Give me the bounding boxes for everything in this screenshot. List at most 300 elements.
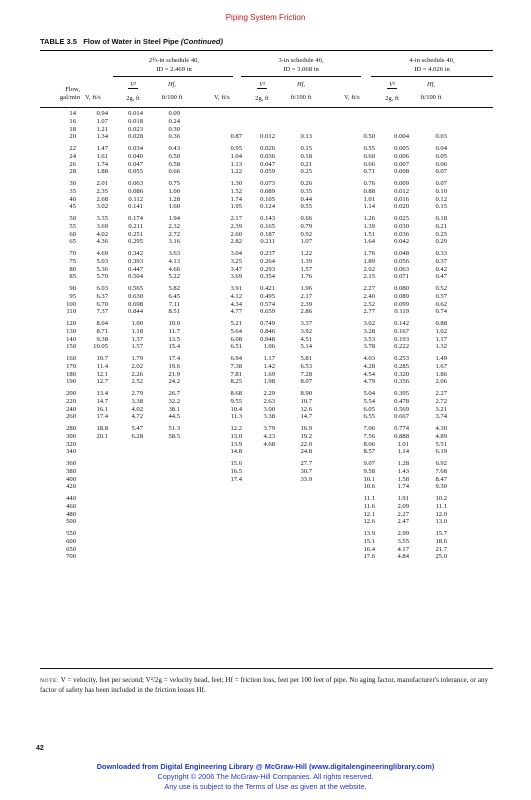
group-size: 4-in schedule 40,	[409, 57, 455, 64]
value-cell: 0.025	[394, 215, 409, 222]
value-cell: 1.94	[168, 215, 180, 222]
value-cell: 1.07	[96, 117, 108, 125]
flow-cell: 280	[66, 425, 76, 432]
value-cell: 16.4	[363, 545, 375, 553]
value-cell: 20.1	[96, 432, 108, 440]
value-cell: 1.91	[397, 495, 409, 502]
value-cell: 0.66	[363, 160, 375, 168]
value-cell: 0.52	[435, 285, 447, 292]
value-cell: 33.9	[300, 475, 312, 483]
value-cell: 4.36	[96, 238, 108, 246]
value-cell: 6.19	[435, 448, 447, 456]
value-cell: 4.69	[96, 250, 108, 257]
flow-cell: 70	[69, 250, 76, 257]
value-cell: 7.28	[300, 370, 312, 378]
value-cell: 0.251	[128, 230, 143, 238]
value-cell: 2.02	[131, 362, 143, 370]
value-cell: 0.88	[363, 187, 375, 195]
flow-cell: 170	[66, 362, 76, 370]
value-cell: 0.016	[394, 195, 409, 203]
value-cell: 0.073	[260, 180, 275, 187]
value-cell: 17.4	[96, 413, 108, 421]
value-cell: 0.13	[300, 133, 312, 141]
velocity-head-denominator: 2g, ft	[126, 95, 140, 102]
table-row	[0, 343, 531, 351]
flow-cell: 260	[66, 413, 76, 421]
value-cell: 0.74	[435, 308, 447, 316]
value-cell: 9.58	[363, 467, 375, 475]
value-cell: 4.79	[363, 378, 375, 386]
value-cell: 1.60	[168, 203, 180, 211]
value-cell: 2.02	[363, 265, 375, 273]
value-cell: 8.47	[435, 475, 447, 483]
friction-loss-unit: ft/100 ft	[161, 94, 183, 101]
flow-cell: 65	[69, 238, 76, 246]
value-cell: 2.32	[168, 222, 180, 230]
value-cell: 0.30	[168, 125, 180, 133]
value-cell: 2.52	[363, 300, 375, 308]
value-cell: 6.92	[435, 460, 447, 467]
value-cell: 3.92	[300, 327, 312, 335]
value-cell: 3.04	[230, 250, 242, 257]
value-cell: 10.7	[96, 355, 108, 362]
value-cell: 1.69	[263, 370, 275, 378]
value-cell: 1.14	[363, 203, 375, 211]
value-cell: 1.04	[230, 152, 242, 160]
flow-cell: 95	[69, 292, 76, 300]
value-cell: 15.4	[168, 343, 180, 351]
friction-loss-unit: ft/100 ft	[420, 94, 442, 101]
value-cell: 12.0	[435, 510, 447, 518]
flow-cell: 160	[66, 355, 76, 362]
value-cell: 13.9	[363, 530, 375, 537]
value-cell: 0.03	[435, 133, 447, 141]
value-cell: 1.07	[300, 238, 312, 246]
value-cell: 6.55	[363, 413, 375, 421]
value-cell: 1.17	[435, 335, 447, 343]
flow-cell: 28	[69, 168, 76, 176]
value-cell: 0.04	[435, 145, 447, 152]
value-cell: 1.89	[363, 257, 375, 265]
table-row	[0, 168, 531, 176]
value-cell: 8.51	[168, 308, 180, 316]
group-header-3in	[243, 57, 359, 74]
value-cell: 0.356	[394, 378, 409, 386]
value-cell: 0.040	[128, 152, 143, 160]
table-row	[0, 413, 531, 421]
value-cell: 3.78	[363, 343, 375, 351]
value-cell: 4.68	[263, 440, 275, 448]
value-cell: 0.112	[128, 195, 143, 203]
value-cell: 0.25	[435, 230, 447, 238]
flow-column-header	[40, 86, 80, 102]
value-cell: 2.27	[397, 510, 409, 518]
flow-cell: 55	[69, 222, 76, 230]
value-cell: 0.007	[394, 160, 409, 168]
table-name: Flow of Water in Steel Pipe	[83, 37, 179, 46]
value-cell: 0.293	[260, 265, 275, 273]
value-cell: 2.15	[363, 273, 375, 281]
value-cell: 0.264	[260, 257, 275, 265]
value-cell: 0.393	[128, 257, 143, 265]
value-cell: 44.5	[168, 413, 180, 421]
value-cell: 1.88	[96, 168, 108, 176]
flow-cell: 480	[66, 510, 76, 518]
flow-cell: 220	[66, 397, 76, 405]
value-cell: 0.342	[128, 250, 143, 257]
table-row	[0, 133, 531, 141]
value-cell: 4.72	[131, 413, 143, 421]
value-cell: 0.071	[394, 273, 409, 281]
footer-copyright: Copyright © 2006 The McGraw-Hill Companies. All rights reserved.	[157, 772, 374, 781]
flow-cell: 85	[69, 273, 76, 281]
flow-cell: 26	[69, 160, 76, 168]
value-cell: 0.948	[260, 335, 275, 343]
value-cell: 2.99	[397, 530, 409, 537]
value-cell: 0.034	[128, 145, 143, 152]
flow-cell: 60	[69, 230, 76, 238]
value-cell: 14.7	[96, 397, 108, 405]
value-cell: 0.569	[394, 405, 409, 413]
value-cell: 1.13	[230, 160, 242, 168]
value-cell: 1.49	[435, 355, 447, 362]
value-cell: 0.012	[394, 187, 409, 195]
value-cell: 0.844	[128, 308, 143, 316]
value-cell: 16.9	[300, 425, 312, 432]
value-cell: 0.089	[394, 292, 409, 300]
friction-loss-column-header	[282, 81, 320, 101]
value-cell: 12.6	[363, 518, 375, 526]
group-header-4in	[374, 57, 490, 74]
table-row	[0, 203, 531, 211]
table-row	[0, 483, 531, 491]
value-cell: 5.64	[230, 327, 242, 335]
group-size: 2½-in schedule 40,	[148, 57, 200, 64]
value-cell: 7.56	[363, 432, 375, 440]
value-cell: 5.36	[96, 265, 108, 273]
value-cell: 7.37	[96, 308, 108, 316]
table-row	[0, 378, 531, 386]
value-cell: 11.6	[363, 502, 375, 510]
header-bottom-rule	[40, 107, 493, 108]
value-cell: 0.018	[128, 117, 143, 125]
value-cell: 7.11	[168, 300, 180, 308]
group-header-2-5in	[116, 57, 232, 74]
note-label: NOTE:	[40, 678, 59, 684]
value-cell: 2.72	[168, 230, 180, 238]
value-cell: 10.05	[93, 343, 108, 351]
value-cell: 9.30	[435, 483, 447, 491]
value-cell: 0.42	[435, 265, 447, 273]
value-cell: 1.96	[300, 285, 312, 292]
value-cell: 0.048	[394, 250, 409, 257]
value-cell: 9.38	[96, 335, 108, 343]
value-cell: 0.012	[260, 133, 275, 141]
value-cell: 2.77	[363, 308, 375, 316]
value-cell: 0.25	[300, 168, 312, 176]
value-cell: 19.6	[168, 362, 180, 370]
value-cell: 17.4	[168, 355, 180, 362]
value-cell: 0.222	[394, 343, 409, 351]
value-cell: 0.58	[168, 160, 180, 168]
value-cell: 1.51	[363, 230, 375, 238]
value-cell: 0.07	[435, 168, 447, 176]
value-cell: 8.57	[363, 448, 375, 456]
value-cell: 4.51	[300, 335, 312, 343]
value-cell: 6.45	[168, 292, 180, 300]
value-cell: 13.5	[168, 335, 180, 343]
table-row	[0, 553, 531, 561]
value-cell: 1.14	[397, 448, 409, 456]
value-cell: 5.14	[300, 343, 312, 351]
value-cell: 3.38	[263, 413, 275, 421]
flow-cell: 190	[66, 378, 76, 386]
value-cell: 0.165	[260, 222, 275, 230]
value-cell: 0.421	[260, 285, 275, 292]
value-cell: 1.00	[168, 187, 180, 195]
value-cell: 1.74	[96, 160, 108, 168]
value-cell: 0.141	[128, 203, 143, 211]
value-cell: 12.7	[96, 378, 108, 386]
table-note	[40, 676, 493, 695]
value-cell: 3.69	[230, 273, 242, 281]
value-cell: 13.9	[230, 440, 242, 448]
value-cell: 0.888	[394, 432, 409, 440]
value-cell: 0.008	[394, 168, 409, 176]
value-cell: 0.099	[394, 300, 409, 308]
value-cell: 1.39	[300, 257, 312, 265]
value-cell: 2.26	[131, 370, 143, 378]
value-cell: 6.08	[230, 335, 242, 343]
value-cell: 0.95	[230, 145, 242, 152]
value-cell: 19.2	[300, 432, 312, 440]
value-cell: 0.006	[394, 152, 409, 160]
value-cell: 3.28	[363, 327, 375, 335]
flow-cell: 120	[66, 320, 76, 327]
value-cell: 0.211	[128, 222, 143, 230]
running-header: Piping System Friction	[225, 13, 306, 22]
flow-cell: 30	[69, 180, 76, 187]
value-cell: 1.57	[131, 343, 143, 351]
value-cell: 3.91	[230, 285, 242, 292]
value-cell: 15.6	[230, 460, 242, 467]
table-title	[40, 37, 223, 46]
value-cell: 0.44	[300, 195, 312, 203]
velocity-head-denominator: 2g, ft	[255, 95, 269, 102]
value-cell: 6.70	[96, 300, 108, 308]
flow-cell: 75	[69, 257, 76, 265]
flow-cell: 400	[66, 475, 76, 483]
friction-loss-label: Hf,	[427, 81, 435, 88]
velocity-head-column-header	[374, 81, 410, 102]
value-cell: 0.12	[435, 195, 447, 203]
group-rule-3in	[241, 76, 361, 77]
value-cell: 5.51	[435, 440, 447, 448]
flow-cell: 20	[69, 133, 76, 141]
value-cell: 1.86	[435, 370, 447, 378]
value-cell: 2.39	[230, 222, 242, 230]
value-cell: 3.79	[263, 425, 275, 432]
group-id: ID = 2.469 in	[156, 65, 192, 73]
value-cell: 5.54	[363, 397, 375, 405]
value-cell: 1.32	[435, 343, 447, 351]
value-cell: 0.047	[128, 160, 143, 168]
value-cell: 18.6	[435, 537, 447, 545]
value-cell: 0.495	[260, 292, 275, 300]
value-cell: 24.2	[168, 378, 180, 386]
value-cell: 27.7	[300, 460, 312, 467]
value-cell: 0.71	[363, 168, 375, 176]
value-cell: 2.35	[96, 187, 108, 195]
value-cell: 8.90	[300, 390, 312, 397]
value-cell: 1.64	[363, 238, 375, 246]
table-number: TABLE 3.5	[40, 37, 77, 46]
value-cell: 1.98	[263, 378, 275, 386]
table-row	[0, 518, 531, 526]
value-cell: 1.01	[363, 195, 375, 203]
value-cell: 1.37	[131, 335, 143, 343]
value-cell: 0.55	[363, 145, 375, 152]
value-cell: 8.07	[300, 378, 312, 386]
value-cell: 11.7	[168, 327, 180, 335]
value-cell: 0.749	[260, 320, 275, 327]
friction-loss-unit: ft/100 ft	[290, 94, 312, 101]
value-cell: 13.0	[435, 518, 447, 526]
footer-download-link[interactable]: Downloaded from Digital Engineering Library @ McGraw-Hill (www.digitalengineeringlibrary.com)	[96, 762, 435, 771]
value-cell: 2.72	[435, 397, 447, 405]
value-cell: 7.38	[230, 362, 242, 370]
flow-cell: 240	[66, 405, 76, 413]
velocity-head-numerator: V²	[130, 81, 136, 88]
flow-cell: 420	[66, 483, 76, 491]
value-cell: 15.7	[435, 530, 447, 537]
value-cell: 7.06	[363, 425, 375, 432]
flow-cell: 16	[69, 117, 76, 125]
value-cell: 15.1	[363, 537, 375, 545]
value-cell: 5.22	[168, 273, 180, 281]
value-cell: 17.6	[363, 553, 375, 561]
value-cell: 0.774	[394, 425, 409, 432]
flow-cell: 22	[69, 145, 76, 152]
value-cell: 0.030	[394, 222, 409, 230]
flow-cell: 150	[66, 343, 76, 351]
value-cell: 0.395	[394, 390, 409, 397]
value-cell: 2.52	[131, 378, 143, 386]
value-cell: 14.8	[230, 448, 242, 456]
value-cell: 2.82	[230, 238, 242, 246]
value-cell: 1.18	[131, 327, 143, 335]
value-cell: 4.02	[96, 230, 108, 238]
value-cell: 0.143	[260, 215, 275, 222]
value-cell: 1.67	[435, 362, 447, 370]
value-cell: 0.24	[168, 117, 180, 125]
value-cell: 0.05	[435, 152, 447, 160]
value-cell: 13.0	[230, 432, 242, 440]
value-cell: 10.6	[363, 483, 375, 491]
value-cell: 10.7	[300, 397, 312, 405]
flow-cell: 460	[66, 502, 76, 510]
value-cell: 12.6	[300, 405, 312, 413]
value-cell: 3.21	[435, 405, 447, 413]
value-cell: 6.28	[131, 432, 143, 440]
velocity-head-column-header	[244, 81, 280, 102]
value-cell: 4.84	[397, 553, 409, 561]
value-cell: 10.4	[230, 405, 242, 413]
value-cell: 4.17	[397, 545, 409, 553]
flow-cell: 50	[69, 215, 76, 222]
value-cell: 5.47	[131, 425, 143, 432]
value-cell: 0.50	[168, 152, 180, 160]
value-cell: 7.81	[230, 370, 242, 378]
value-cell: 0.285	[394, 362, 409, 370]
value-cell: 2.68	[96, 195, 108, 203]
value-cell: 1.76	[300, 273, 312, 281]
value-cell: 0.005	[394, 145, 409, 152]
value-cell: 4.30	[435, 425, 447, 432]
value-cell: 0.056	[394, 257, 409, 265]
flow-cell: 180	[66, 370, 76, 378]
group-size: 3-in schedule 40,	[278, 57, 324, 64]
value-cell: 0.33	[435, 250, 447, 257]
value-cell: 0.320	[394, 370, 409, 378]
note-text: V = velocity, feet per second; V²/2g = velocity head, feet; Hf = friction loss, feet per 100 feet of pipe. No aging factor, manufacturer's tolerance, or any factor of safety has been included in the friction losses Hf.	[40, 676, 489, 695]
value-cell: 1.28	[168, 195, 180, 203]
value-cell: 0.29	[435, 238, 447, 246]
value-cell: 0.76	[363, 180, 375, 187]
value-cell: 0.055	[128, 168, 143, 176]
value-cell: 0.21	[300, 160, 312, 168]
value-cell: 0.063	[128, 180, 143, 187]
value-cell: 2.47	[397, 518, 409, 526]
flow-cell: 45	[69, 203, 76, 211]
footer-terms: Any use is subject to the Terms of Use as given at the website.	[164, 782, 367, 791]
value-cell: 6.94	[230, 355, 242, 362]
value-cell: 0.79	[300, 222, 312, 230]
value-cell: 1.76	[363, 250, 375, 257]
value-cell: 6.03	[96, 285, 108, 292]
value-cell: 6.05	[363, 405, 375, 413]
value-cell: 0.089	[260, 187, 275, 195]
value-cell: 0.237	[260, 250, 275, 257]
value-cell: 13.4	[96, 390, 108, 397]
value-cell: 24.8	[300, 448, 312, 456]
value-cell: 2.79	[131, 390, 143, 397]
value-cell: 4.54	[363, 370, 375, 378]
value-cell: 0.43	[168, 145, 180, 152]
group-rule-2-5in	[113, 76, 233, 77]
value-cell: 5.82	[168, 285, 180, 292]
value-cell: 1.95	[230, 203, 242, 211]
velocity-head-numerator: V²	[259, 81, 265, 88]
value-cell: 2.27	[363, 285, 375, 292]
value-cell: 0.253	[394, 355, 409, 362]
velocity-head-denominator: 2g, ft	[385, 95, 399, 102]
value-cell: 11.1	[363, 495, 375, 502]
value-cell: 12.1	[96, 370, 108, 378]
value-cell: 0.09	[168, 110, 180, 117]
value-cell: 58.5	[168, 432, 180, 440]
group-id: ID = 4.026 in	[414, 65, 450, 73]
friction-loss-label: Hf,	[168, 81, 176, 88]
flow-header-line2: gal/min	[59, 94, 80, 101]
value-cell: 0.07	[435, 180, 447, 187]
value-cell: 0.080	[394, 285, 409, 292]
value-cell: 21.7	[435, 545, 447, 553]
value-cell: 0.88	[435, 320, 447, 327]
value-cell: 0.18	[300, 152, 312, 160]
value-cell: 0.295	[128, 238, 143, 246]
value-cell: 4.66	[168, 265, 180, 273]
